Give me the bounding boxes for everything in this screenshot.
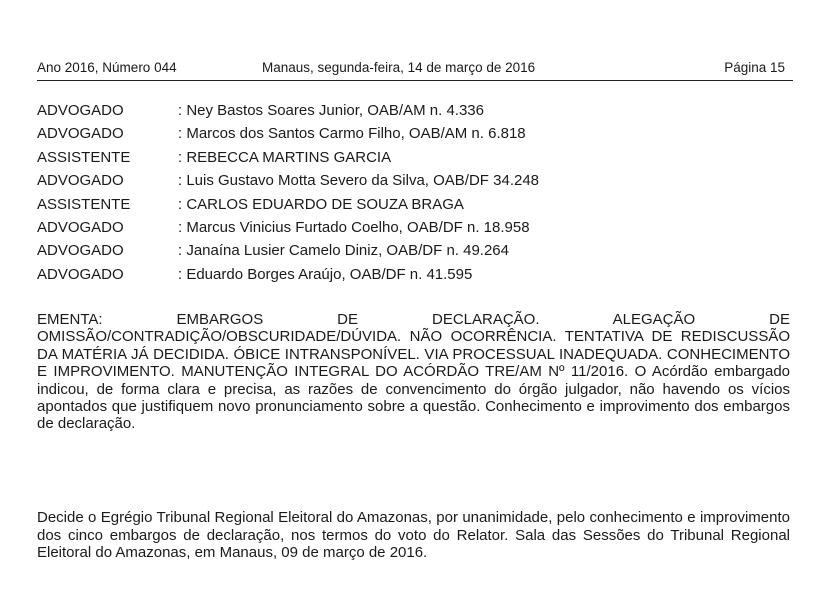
party-name: : CARLOS EDUARDO DE SOUZA BRAGA bbox=[178, 195, 464, 213]
party-role: ADVOGADO bbox=[37, 125, 124, 143]
party-name: : Marcus Vinicius Furtado Coelho, OAB/DF n. 18.958 bbox=[178, 219, 530, 237]
place-date-label: Manaus, segunda-feira, 14 de março de 2016 bbox=[262, 60, 536, 75]
party-name: : Janaína Lusier Camelo Diniz, OAB/DF n. 49.264 bbox=[178, 242, 509, 260]
page-header bbox=[37, 58, 793, 81]
party-name: : Luis Gustavo Motta Severo da Silva, OAB/DF 34.248 bbox=[178, 172, 540, 190]
party-role: ADVOGADO bbox=[37, 172, 124, 190]
decision-paragraph: Decide o Egrégio Tribunal Regional Eleitoral do Amazonas, por unanimidade, pelo conhecimento e improvimento dos cinco embargos de declaração, nos termos do voto do Relator. Sala das Sessões do Tribunal Regional Eleitoral do Amazonas, em Manaus, 09 de março de 2016. bbox=[37, 509, 790, 562]
ementa-paragraph: EMENTA: EMBARGOS DE DECLARAÇÃO. ALEGAÇÃO DE OMISSÃO/CONTRADIÇÃO/OBSCURIDADE/DÚVIDA. NÃO OCORRÊNCIA. TENTATIVA DE REDISCUSSÃO DA MATÉRIA JÁ DECIDIDA. ÓBICE INTRANSPONÍVEL. VIA PROCESSUAL INADEQUADA. CONHECIMENTO E IMPROVIMENTO. MANUTENÇÃO INTEGRAL DO ACÓRDÃO TRE/AM Nº 11/2016. O Acórdão embargado indicou, de forma clara e precisa, as razões de convencimento do órgão julgador, não havendo os vícios apontados que justifiquem novo pronunciamento sobre a questão. Conhecimento e improvimento dos embargos de declaração. bbox=[37, 311, 790, 433]
party-row bbox=[37, 239, 793, 262]
party-role: ASSISTENTE bbox=[37, 195, 131, 213]
party-row bbox=[37, 193, 793, 216]
party-row bbox=[37, 99, 793, 122]
party-name: : Marcos dos Santos Carmo Filho, OAB/AM n. 6.818 bbox=[178, 125, 526, 143]
edition-label: Ano 2016, Número 044 bbox=[37, 60, 177, 75]
party-role: ADVOGADO bbox=[37, 102, 124, 119]
party-name: : Ney Bastos Soares Junior, OAB/AM n. 4.336 bbox=[178, 102, 484, 119]
party-row bbox=[37, 146, 793, 169]
party-row bbox=[37, 122, 793, 145]
page-number: Página 15 bbox=[724, 60, 785, 75]
party-row bbox=[37, 216, 793, 239]
party-name: : Eduardo Borges Araújo, OAB/DF n. 41.595 bbox=[178, 265, 473, 283]
parties-list bbox=[37, 99, 793, 286]
party-row bbox=[37, 263, 793, 286]
party-role: ASSISTENTE bbox=[37, 148, 131, 166]
party-role: ADVOGADO bbox=[37, 219, 124, 237]
party-role: ADVOGADO bbox=[37, 242, 124, 260]
party-row bbox=[37, 169, 793, 192]
party-name: : REBECCA MARTINS GARCIA bbox=[178, 148, 392, 166]
party-role: ADVOGADO bbox=[37, 265, 124, 283]
